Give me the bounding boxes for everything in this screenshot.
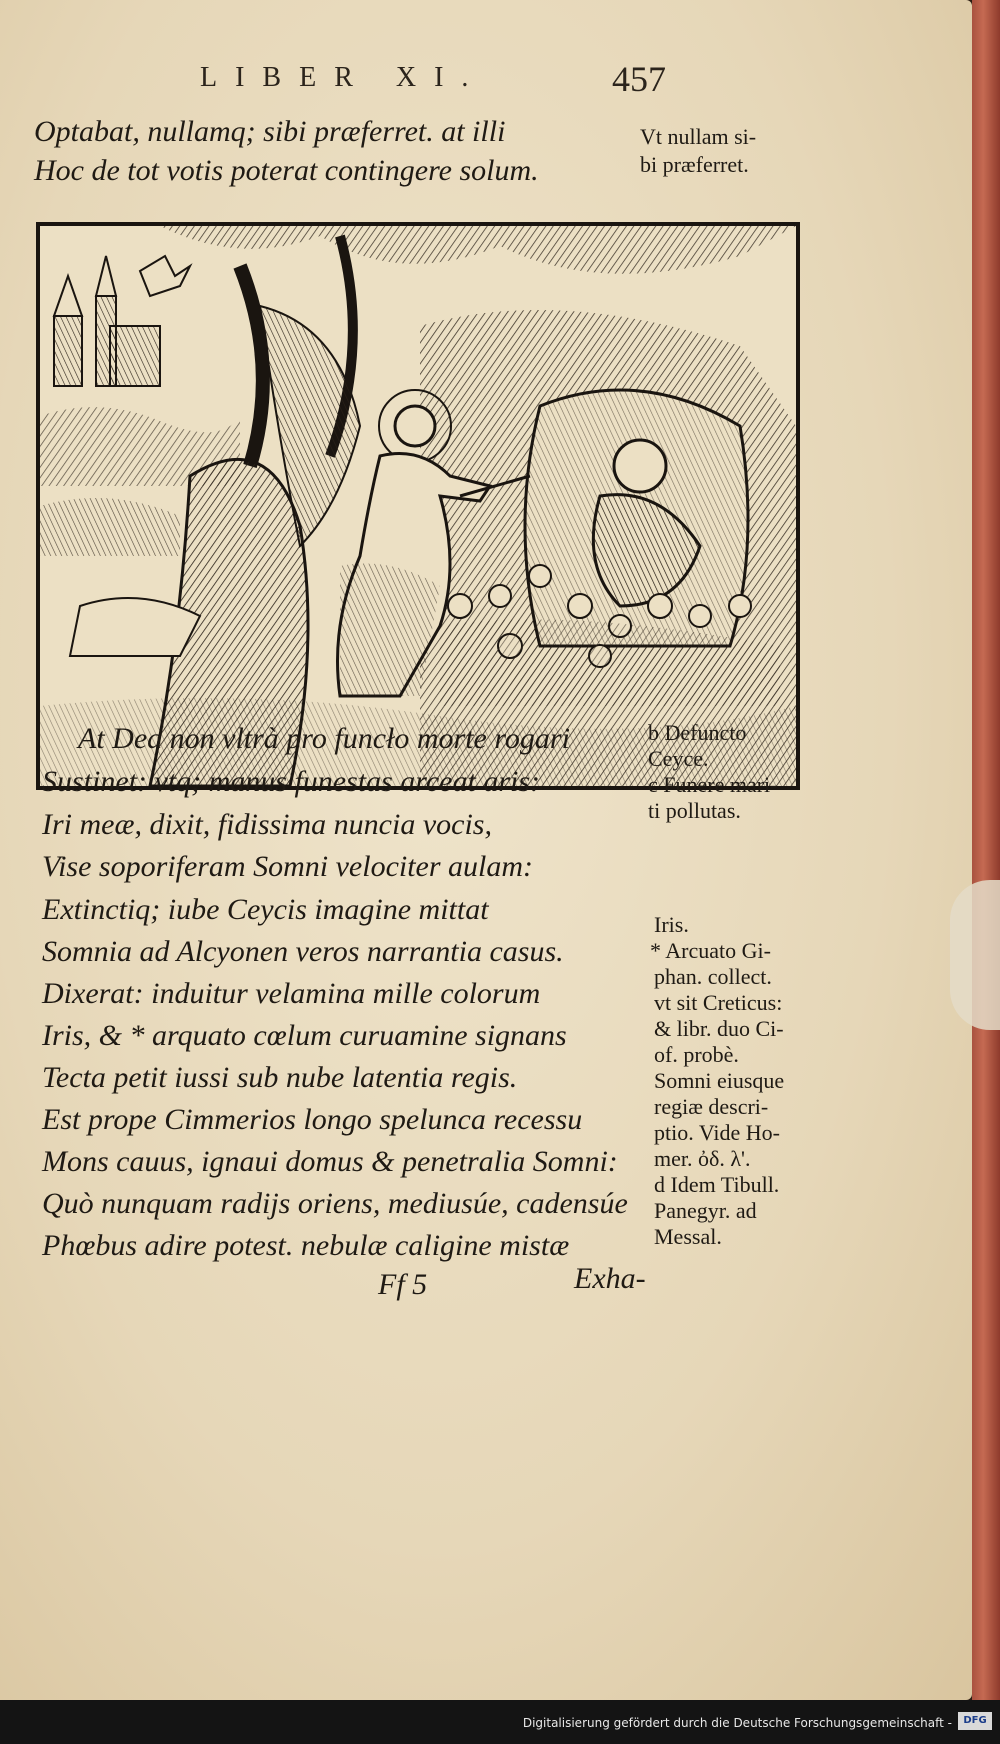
verse-line: Dixerat: induitur velamina mille colorum [42,977,541,1010]
verse-line: Quò nunquam radijs oriens, mediusúe, cadensúe [42,1187,628,1220]
margin-note: bi præferret. [640,152,749,177]
running-head: LIBER XI. [200,62,487,93]
verse-line: Optabat, nullamq; sibi præferret. at illi [34,115,506,148]
verse-line: Iris, & * arquato cœlum curuamine signans [42,1019,567,1052]
signature-mark: Ff 5 [378,1268,428,1301]
margin-note: Ceyce. [648,746,709,771]
footer-credit: Digitalisierung gefördert durch die Deutsche Forschungsgemeinschaft - [522,1716,952,1730]
margin-note: Messal. [654,1224,722,1249]
margin-note: c Funere mari- [648,772,778,797]
margin-note: & libr. duo Ci- [654,1016,784,1041]
woodcut-illustration [36,222,800,790]
margin-note: regiæ descri- [654,1094,769,1119]
verse-line: Somnia ad Alcyonen veros narrantia casus. [42,935,564,968]
margin-note: Vt nullam si- [640,124,757,149]
woodcut-image [40,226,796,786]
page-edge [972,0,1000,1700]
verse-line: At Dea non vltrà pro funcło morte rogari [78,722,570,755]
verse-line: Sustinet: vtq; manus funestas arceat aris: [42,765,541,798]
verse-line: Hoc de tot votis poterat contingere solum. [34,154,539,187]
margin-note: phan. collect. [654,964,772,989]
margin-note: ti pollutas. [648,798,741,823]
margin-note: mer. ὀδ. λ'. [654,1146,751,1171]
dfg-logo-icon: DFG [958,1712,992,1730]
verse-line: Phœbus adire potest. nebulæ caligine mistæ [42,1229,570,1262]
margin-note: * Arcuato Gi- [650,938,771,963]
catchword: Exha- [574,1262,646,1295]
verse-line: Est prope Cimmerios longo spelunca recessu [42,1103,583,1136]
verse-line: Vise soporiferam Somni velociter aulam: [42,850,534,883]
margin-note: Somni eiusque [654,1068,785,1093]
verse-line: Mons cauus, ignaui domus & penetralia Somni: [42,1145,618,1178]
margin-note: ptio. Vide Ho- [654,1120,780,1145]
verse-line: Extinctiq; iube Ceycis imagine mittat [42,893,489,926]
margin-note: d Idem Tibull. [654,1172,780,1197]
margin-note: vt sit Creticus: [654,990,783,1015]
verse-line: Tecta petit iussi sub nube latentia regis. [42,1061,518,1094]
margin-note: Iris. [654,912,689,937]
page-number: 457 [612,59,666,99]
bookmark-tab [950,880,1000,1030]
verse-line: Iri meæ, dixit, fidissima nuncia vocis, [42,808,492,841]
margin-note: b Defunсto [648,720,747,745]
margin-note: of. probè. [654,1042,739,1067]
margin-note: Panegyr. ad [654,1198,757,1223]
